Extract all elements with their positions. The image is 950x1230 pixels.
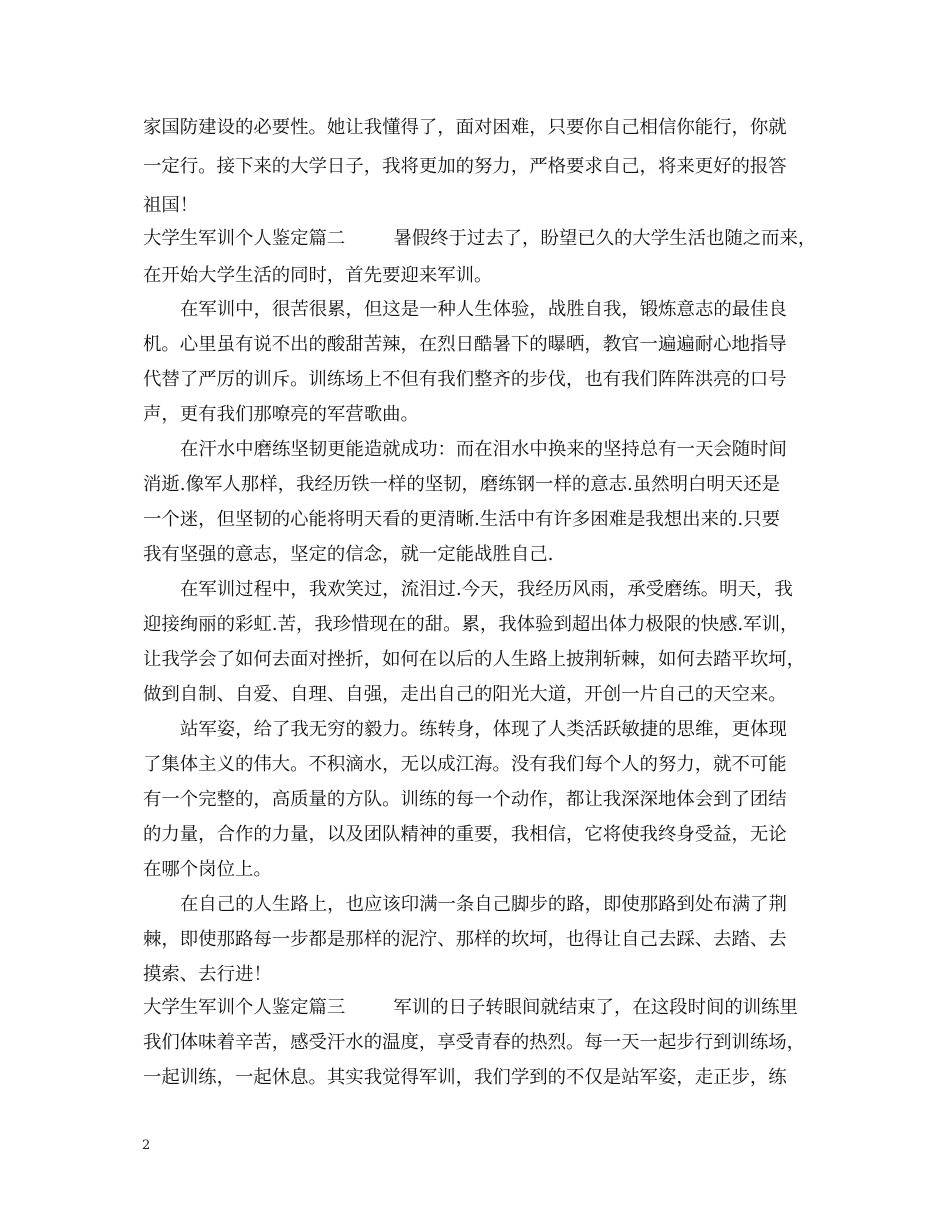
paragraph-line: 在汗水中磨练坚韧更能造就成功：而在泪水中换来的坚持总有一天会随时间	[180, 439, 787, 460]
paragraph-line: 消逝.像军人那样，我经历铁一样的坚韧，磨练钢一样的意志.虽然明白明天还是	[143, 474, 780, 495]
section-intro-text: 暑假终于过去了，盼望已久的大学生活也随之而来，	[393, 228, 817, 249]
section-heading-line	[143, 227, 833, 251]
paragraph-line: 我有坚强的意志，坚定的信念，就一定能战胜自己.	[143, 544, 554, 565]
paragraph-line: 一起训练，一起休息。其实我觉得军训，我们学到的不仅是站军姿，走正步，练	[143, 1067, 787, 1088]
paragraph-line: 棘，即使那路每一步都是那样的泥泞、那样的坎坷，也得让自己去踩、去踏、去	[143, 929, 787, 950]
section-heading-line	[143, 996, 833, 1020]
paragraph-line: 在军训过程中，我欢笑过，流泪过.今天，我经历风雨，承受磨练。明天，我	[180, 579, 793, 600]
paragraph-line: 让我学会了如何去面对挫折，如何在以后的人生路上披荆斩棘，如何去踏平坎坷，	[143, 649, 806, 670]
paragraph-line: 家国防建设的必要性。她让我懂得了，面对困难，只要你自己相信你能行，你就	[143, 117, 787, 138]
paragraph-line: 迎接绚丽的彩虹.苦，我珍惜现在的甜。累，我体验到超出体力极限的快感.军训，	[143, 614, 799, 635]
section-title: 大学生军训个人鉴定篇三	[143, 997, 346, 1018]
paragraph-line: 了集体主义的伟大。不积滴水，无以成江海。没有我们每个人的努力，就不可能	[143, 754, 787, 775]
paragraph-line: 做到自制、自爱、自理、自强，走出自己的阳光大道，开创一片自己的天空来。	[143, 684, 787, 705]
paragraph-line: 在自己的人生路上，也应该印满一条自己脚步的路，即使那路到处布满了荆	[180, 894, 787, 915]
page-number: 2	[142, 1138, 151, 1153]
paragraph-line: 机。心里虽有说不出的酸甜苦辣，在烈日酷暑下的曝晒，教官一遍遍耐心地指导	[143, 334, 787, 355]
paragraph-line: 声，更有我们那嘹亮的军营歌曲。	[143, 404, 419, 425]
paragraph-line: 站军姿，给了我无穷的毅力。练转身，体现了人类活跃敏捷的思维，更体现	[180, 719, 787, 740]
paragraph-line: 一定行。接下来的大学日子，我将更加的努力，严格要求自己，将来更好的报答	[143, 156, 787, 177]
paragraph-line: 祖国！	[143, 195, 199, 216]
paragraph-line: 我们体味着辛苦，感受汗水的温度，享受青春的热烈。每一天一起步行到训练场，	[143, 1032, 806, 1053]
paragraph-line: 在开始大学生活的同时，首先要迎来军训。	[143, 265, 493, 286]
paragraph-line: 一个迷，但坚韧的心能将明天看的更清晰.生活中有许多困难是我想出来的.只要	[143, 509, 780, 530]
section-title: 大学生军训个人鉴定篇二	[143, 228, 346, 249]
paragraph-line: 在军训中，很苦很累，但这是一种人生体验，战胜自我，锻炼意志的最佳良	[180, 299, 787, 320]
paragraph-line: 在哪个岗位上。	[143, 859, 272, 880]
paragraph-line: 的力量，合作的力量，以及团队精神的重要，我相信，它将使我终身受益，无论	[143, 824, 787, 845]
paragraph-line: 摸索、去行进！	[143, 964, 272, 985]
paragraph-line: 有一个完整的，高质量的方队。训练的每一个动作，都让我深深地体会到了团结	[143, 789, 787, 810]
section-intro-text: 军训的日子转眼间就结束了，在这段时间的训练里	[393, 997, 798, 1018]
paragraph-line: 代替了严厉的训斥。训练场上不但有我们整齐的步伐，也有我们阵阵洪亮的口号	[143, 369, 787, 390]
